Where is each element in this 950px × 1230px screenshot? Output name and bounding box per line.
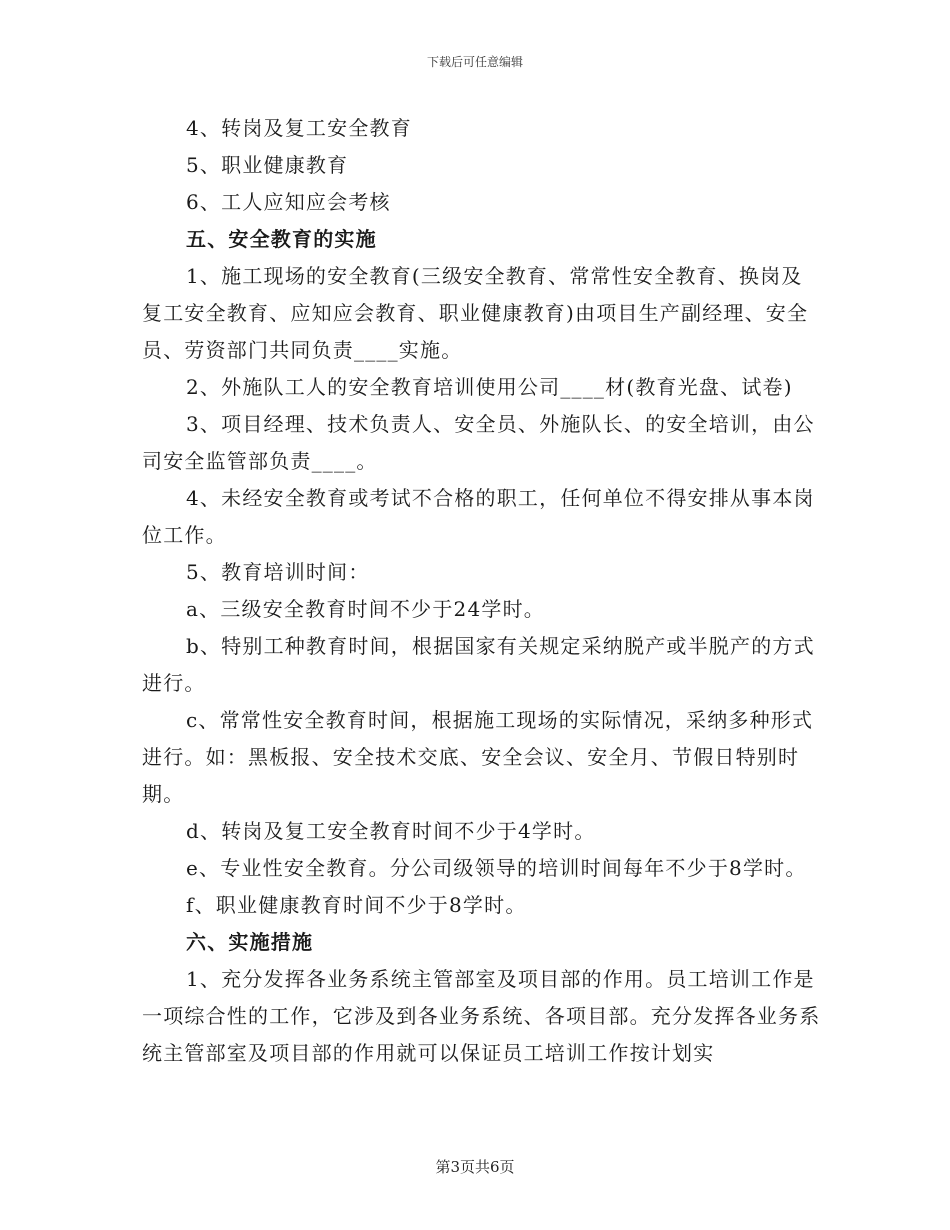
list-item-occupational-health-education: 5、职业健康教育 [186,153,349,177]
page-header: 下载后可任意编辑 [426,55,523,69]
paragraph-site-safety-education: 1、施工现场的安全教育(三级安全教育、常常性安全教育、换岗及复工安全教育、应知应会教育、职业健康教育)由项目生产副经理、安全员、劳资部门共同负责____实施。 [142,264,809,362]
paragraph-three-level-time: a、三级安全教育时间不少于24学时。 [186,597,545,621]
list-item-worker-knowledge-assessment: 6、工人应知应会考核 [186,190,391,214]
paragraph-manager-safety-training: 3、项目经理、技术负责人、安全员、外施队长、的安全培训，由公司安全监管部负责____。 [142,412,815,473]
section-heading-implementation: 五、安全教育的实施 [186,227,377,251]
paragraph-untrained-workers-rule: 4、未经安全教育或考试不合格的职工，任何单位不得安排从事本岗位工作。 [142,486,815,547]
paragraph-departments-role: 1、充分发挥各业务系统主管部室及项目部的作用。员工培训工作是一项综合性的工作，它涉及到各业务系统、各项目部。充分发挥各业务系统主管部室及项目部的作用就可以保证员工培训工作按计划实 [142,967,821,1065]
paragraph-training-time-intro: 5、教育培训时间： [186,560,370,584]
paragraph-special-trade-time: b、特别工种教育时间，根据国家有关规定采纳脱产或半脱产的方式进行。 [142,634,815,695]
paragraph-transfer-education-time: d、转岗及复工安全教育时间不少于4学时。 [186,819,596,843]
list-item-transfer-reemployment-education: 4、转岗及复工安全教育 [186,116,412,140]
section-heading-measures: 六、实施措施 [186,930,314,954]
document-body [142,110,822,1072]
page-number-footer: 第3页共6页 [435,1158,515,1176]
paragraph-regular-education-time: c、常常性安全教育时间，根据施工现场的实际情况，采纳多种形式进行。如：黑板报、安全技术交底、安全会议、安全月、节假日特别时期。 [142,708,814,806]
paragraph-health-education-time: f、职业健康教育时间不少于8学时。 [186,893,527,917]
paragraph-contractor-training-materials: 2、外施队工人的安全教育培训使用公司____材(教育光盘、试卷) [186,375,793,399]
paragraph-professional-education: e、专业性安全教育。分公司级领导的培训时间每年不少于8学时。 [186,856,807,880]
